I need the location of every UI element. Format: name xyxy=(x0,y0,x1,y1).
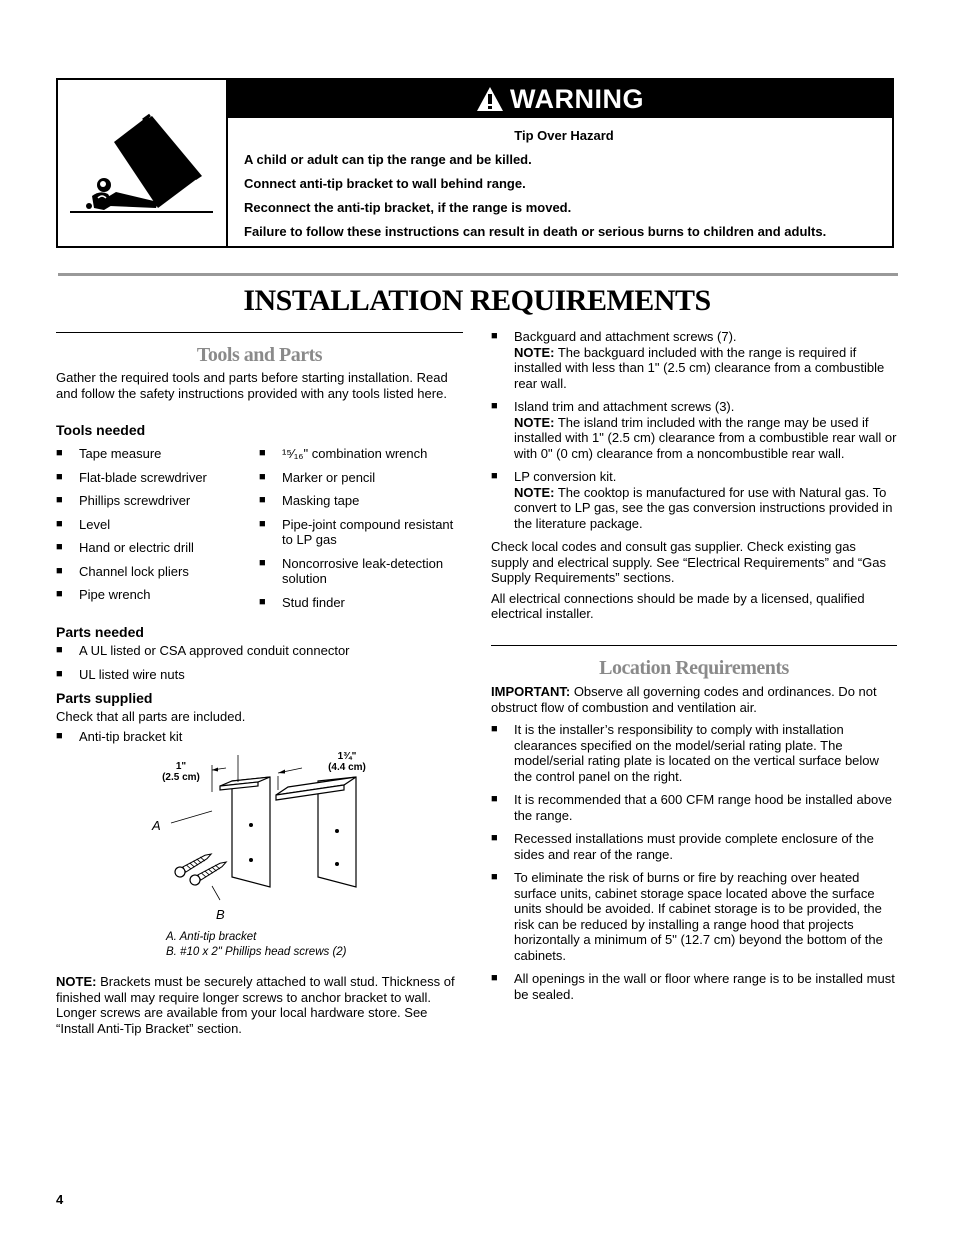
list-item: ■ Pipe-joint compound resistant to LP gas xyxy=(259,516,454,547)
list-item: ■ Hand or electric drill xyxy=(56,540,194,555)
tools-list-left xyxy=(56,446,246,611)
figure-caption: A. Anti-tip bracket B. #10 x 2" Phillips head screws (2) xyxy=(166,931,347,958)
tip-over-illustration xyxy=(58,80,228,246)
list-item: ■ Marker or pencil xyxy=(259,469,376,485)
tipping-range-icon xyxy=(58,80,224,244)
warning-line: Failure to follow these instructions can result in death or serious burns to children and adults. xyxy=(244,224,827,239)
list-item: ■ Pipe wrench xyxy=(56,587,151,602)
list-item: ■ To eliminate the risk of burns or fire by reaching over heated surface units, cabinet storage space located above the surface units should be avoided. If cabinet storage is to be provided, the risk can be reduced by installing a range hood that projects horizontally a minimum of 5" (12.7 cm) beyond the bottom of the cabinets. xyxy=(491,870,883,963)
codes-paragraph: Check local codes and consult gas supplier. Check existing gas supply and electrical supply. See “Electrical Requirements” and “Gas Supply Requirements” sections. xyxy=(491,539,886,585)
bracket-note: NOTE: Brackets must be securely attached to wall stud. Thickness of finished wall may require longer screws to anchor bracket to wall. Longer screws are available from your local hardware store. See “Install Anti-Tip Bracket” section. xyxy=(56,974,455,1036)
page-number: 4 xyxy=(56,1192,64,1207)
parts-supplied-heading: Parts supplied xyxy=(56,690,153,706)
list-item: ■ Noncorrosive leak-detection solution xyxy=(259,555,444,586)
right-items-list xyxy=(491,329,897,622)
parts-needed-heading: Parts needed xyxy=(56,624,144,640)
list-item: ■ Stud finder xyxy=(259,594,345,610)
dim-1-inch: 1" (2.5 cm) xyxy=(162,761,200,783)
list-item: ■ It is recommended that a 600 CFM range hood be installed above the range. xyxy=(491,792,892,823)
list-item: ■ UL listed wire nuts xyxy=(56,666,185,682)
list-item: ■ Tape measure xyxy=(56,446,162,461)
page-title: INSTALLATION REQUIREMENTS xyxy=(243,284,711,317)
hazard-title: Tip Over Hazard xyxy=(514,128,614,143)
list-item: ■ Island trim and attachment screws (3). NOTE: The island trim included with the range may be used if installed with 1" (2.5 cm) clearance from a combustible rear wall or with 0" (0 cm) clearance from a noncombustible rear wall. xyxy=(491,399,897,461)
dim-1-75-inch: 1¾" (4.4 cm) xyxy=(328,751,366,773)
location-heading: Location Requirements xyxy=(599,657,789,679)
tools-parts-heading: Tools and Parts xyxy=(196,344,323,366)
parts-supplied-intro: Check that all parts are included. xyxy=(56,709,246,724)
list-item: ■ Level xyxy=(56,516,111,532)
list-item: ■ Channel lock pliers xyxy=(56,563,189,579)
warning-box xyxy=(56,78,894,248)
section-divider xyxy=(58,273,898,276)
list-item: ■ A UL listed or CSA approved conduit connector xyxy=(56,643,350,658)
list-item: ■ LP conversion kit. NOTE: The cooktop is manufactured for use with Natural gas. To convert to LP gas, see the gas conversion instructions provided in the literature package. xyxy=(491,469,893,531)
list-item: ■ Phillips screwdriver xyxy=(56,493,191,508)
list-item: ■ It is the installer’s responsibility to comply with installation clearances specified on the model/serial rating plate. The model/serial rating plate is located on the vertical surface below the control panel on the right. xyxy=(491,722,879,784)
location-content xyxy=(491,684,897,1002)
warning-text xyxy=(244,124,884,244)
parts-supplied-list xyxy=(56,729,456,745)
parts-needed-list xyxy=(56,643,456,690)
tools-list-right xyxy=(259,446,463,615)
list-item: ■ All openings in the wall or floor where range is to be installed must be sealed. xyxy=(491,971,895,1002)
list-item: ■ Recessed installations must provide complete enclosure of the sides and rear of the range. xyxy=(491,831,874,862)
electrical-paragraph: All electrical connections should be made by a licensed, qualified electrical installer. xyxy=(491,590,865,621)
warning-line: Connect anti-tip bracket to wall behind range. xyxy=(244,176,526,191)
warning-line: Reconnect the anti-tip bracket, if the range is moved. xyxy=(244,200,572,215)
column-divider xyxy=(491,645,897,646)
list-item: ■ Anti-tip bracket kit xyxy=(56,729,183,744)
list-item: ■ Backguard and attachment screws (7). NOTE: The backguard included with the range is required if installed with less than 1" (2.5 cm) clearance from a combustible rear wall. xyxy=(491,329,885,391)
list-item: ■ ¹⁵⁄₁₆" combination wrench xyxy=(259,446,428,461)
warning-triangle-icon xyxy=(476,86,504,112)
warning-line: A child or adult can tip the range and be killed. xyxy=(244,152,532,167)
important-paragraph: IMPORTANT: Observe all governing codes and ordinances. Do not obstruct flow of combustion and ventilation air. xyxy=(491,684,877,715)
column-divider xyxy=(56,332,463,333)
warning-header xyxy=(228,80,892,118)
tools-intro: Gather the required tools and parts before starting installation. Read and follow the safety instructions provided with any tools listed here. xyxy=(56,370,448,401)
list-item: ■ Flat-blade screwdriver xyxy=(56,469,207,485)
label-b: B xyxy=(216,907,225,922)
list-item: ■ Masking tape xyxy=(259,493,360,508)
warning-title: WARNING xyxy=(510,83,644,114)
label-a: A xyxy=(152,818,161,833)
tools-needed-heading: Tools needed xyxy=(56,422,146,438)
bracket-figure xyxy=(140,748,390,928)
